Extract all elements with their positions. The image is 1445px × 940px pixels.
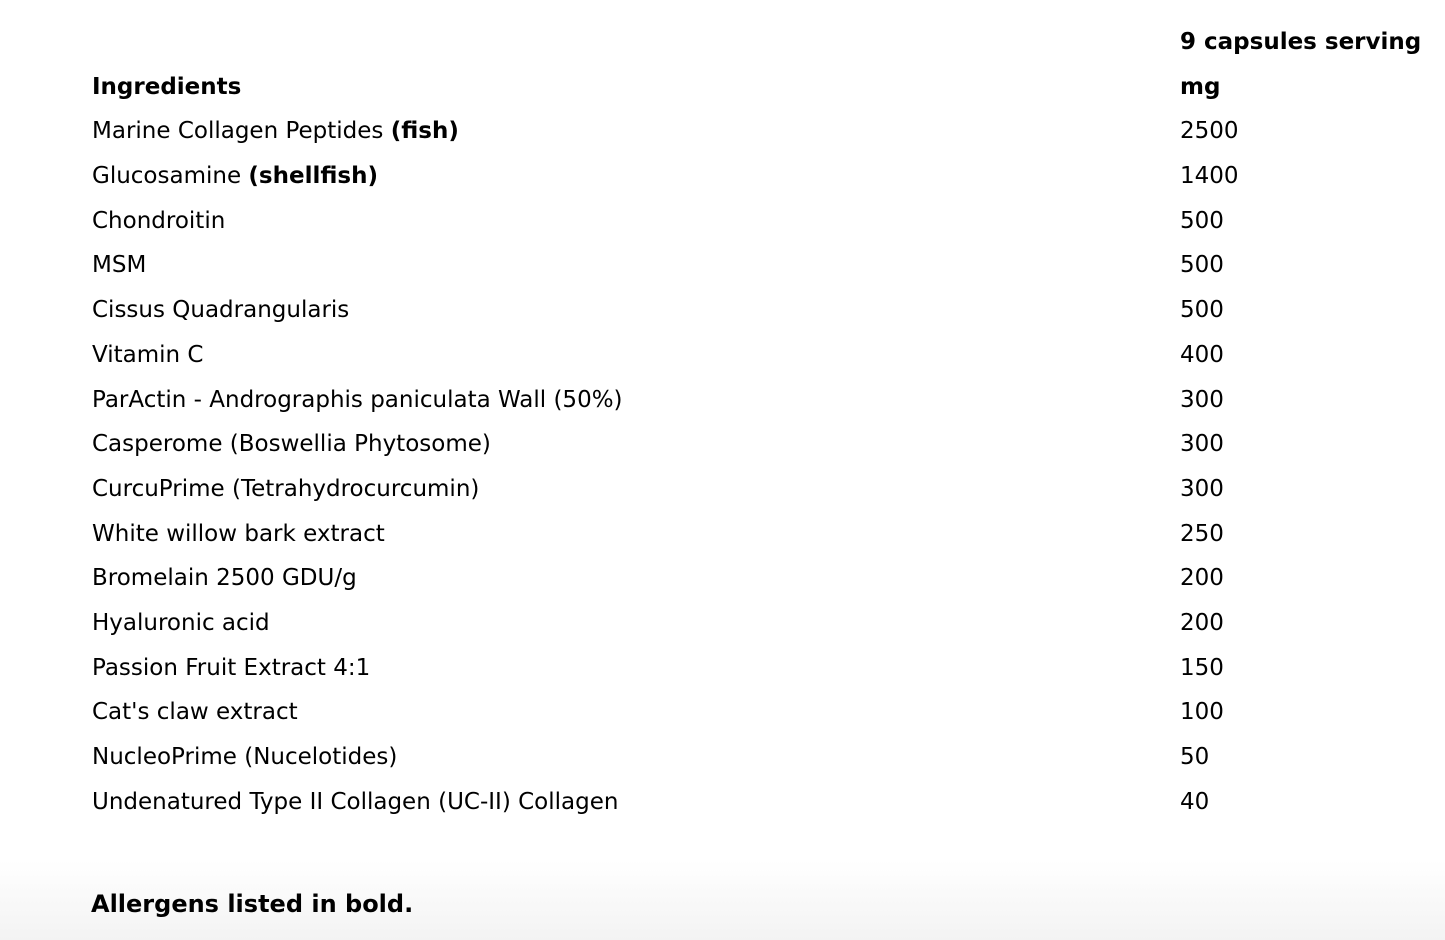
ingredient-amount: 200	[1180, 609, 1224, 636]
unit-header: mg	[1180, 73, 1221, 100]
ingredient-amount: 50	[1180, 744, 1210, 770]
ingredient-name-text: White willow bark extract	[92, 520, 385, 547]
table-row	[92, 378, 1432, 423]
ingredient-name	[92, 154, 378, 199]
table-row	[92, 154, 1432, 199]
table-row	[92, 780, 1432, 825]
ingredient-name	[92, 333, 203, 378]
ingredient-amount: 500	[1180, 297, 1224, 324]
ingredient-amount: 400	[1180, 341, 1224, 368]
ingredient-amount: 300	[1180, 431, 1224, 458]
ingredient-name	[92, 288, 349, 333]
table-row	[92, 333, 1432, 378]
table-row	[92, 422, 1432, 467]
ingredient-amount: 100	[1180, 699, 1224, 726]
ingredient-name-text: MSM	[92, 252, 147, 279]
ingredients-header: Ingredients	[92, 73, 242, 100]
table-row	[92, 288, 1432, 333]
ingredient-amount: 2500	[1180, 118, 1239, 145]
ingredient-name	[92, 601, 270, 646]
ingredient-name	[92, 556, 357, 601]
ingredient-name	[92, 199, 225, 244]
ingredient-name-text: Casperome (Boswellia Phytosome)	[92, 431, 491, 458]
ingredient-amount: 500	[1180, 207, 1224, 234]
ingredient-name	[92, 512, 385, 557]
ingredient-name-text: CurcuPrime (Tetrahydrocurcumin)	[92, 475, 480, 502]
ingredient-name-text: ParActin - Andrographis paniculata Wall (50%)	[92, 386, 623, 413]
ingredient-amount: 250	[1180, 520, 1224, 547]
table-row	[92, 109, 1432, 154]
table-row	[92, 467, 1432, 512]
ingredient-amount: 300	[1180, 386, 1224, 413]
serving-header: 9 capsules serving	[1180, 29, 1422, 55]
table-row	[92, 601, 1432, 646]
ingredient-rows	[92, 109, 1432, 824]
table-row	[92, 556, 1432, 601]
ingredient-name	[92, 378, 623, 423]
ingredient-name	[92, 467, 479, 512]
ingredient-name	[92, 780, 618, 825]
table-row	[92, 243, 1432, 288]
ingredient-amount: 500	[1180, 252, 1224, 279]
table-row	[92, 646, 1432, 691]
ingredient-name-text: Cissus Quadrangularis	[92, 297, 350, 324]
ingredient-name	[92, 646, 370, 691]
allergen-note: Allergens listed in bold.	[91, 890, 414, 918]
ingredient-name	[92, 735, 397, 780]
ingredient-amount: 300	[1180, 475, 1224, 502]
ingredient-amount: 200	[1180, 565, 1224, 592]
allergen-label: (shellfish)	[248, 163, 378, 190]
ingredient-name-text: Vitamin C	[92, 341, 204, 368]
ingredient-name	[92, 243, 146, 288]
ingredient-name-text: Marine Collagen Peptides	[92, 118, 391, 145]
ingredient-name-text: Passion Fruit Extract 4:1	[92, 654, 371, 681]
ingredient-name-text: Cat's claw extract	[92, 699, 298, 726]
table-row	[92, 199, 1432, 244]
ingredient-name-text: Chondroitin	[92, 207, 226, 234]
ingredient-amount: 150	[1180, 654, 1224, 681]
serving-header-row	[92, 20, 1432, 65]
ingredient-name	[92, 109, 459, 154]
ingredient-amount: 1400	[1180, 163, 1239, 190]
table-row	[92, 735, 1432, 780]
allergen-label: (fish)	[390, 118, 459, 145]
ingredient-name	[92, 422, 491, 467]
table-row	[92, 512, 1432, 557]
ingredient-name-text: NucleoPrime (Nucelotides)	[92, 744, 398, 770]
ingredient-name-text: Glucosamine	[92, 163, 249, 190]
column-header-row	[92, 65, 1432, 110]
table-row	[92, 690, 1432, 735]
ingredient-name-text: Bromelain 2500 GDU/g	[92, 565, 357, 592]
ingredients-table	[92, 20, 1432, 824]
ingredient-name-text: Hyaluronic acid	[92, 609, 270, 636]
ingredient-name	[92, 690, 298, 735]
ingredient-amount: 40	[1180, 788, 1210, 815]
ingredient-name-text: Undenatured Type II Collagen (UC-II) Collagen	[92, 788, 619, 815]
